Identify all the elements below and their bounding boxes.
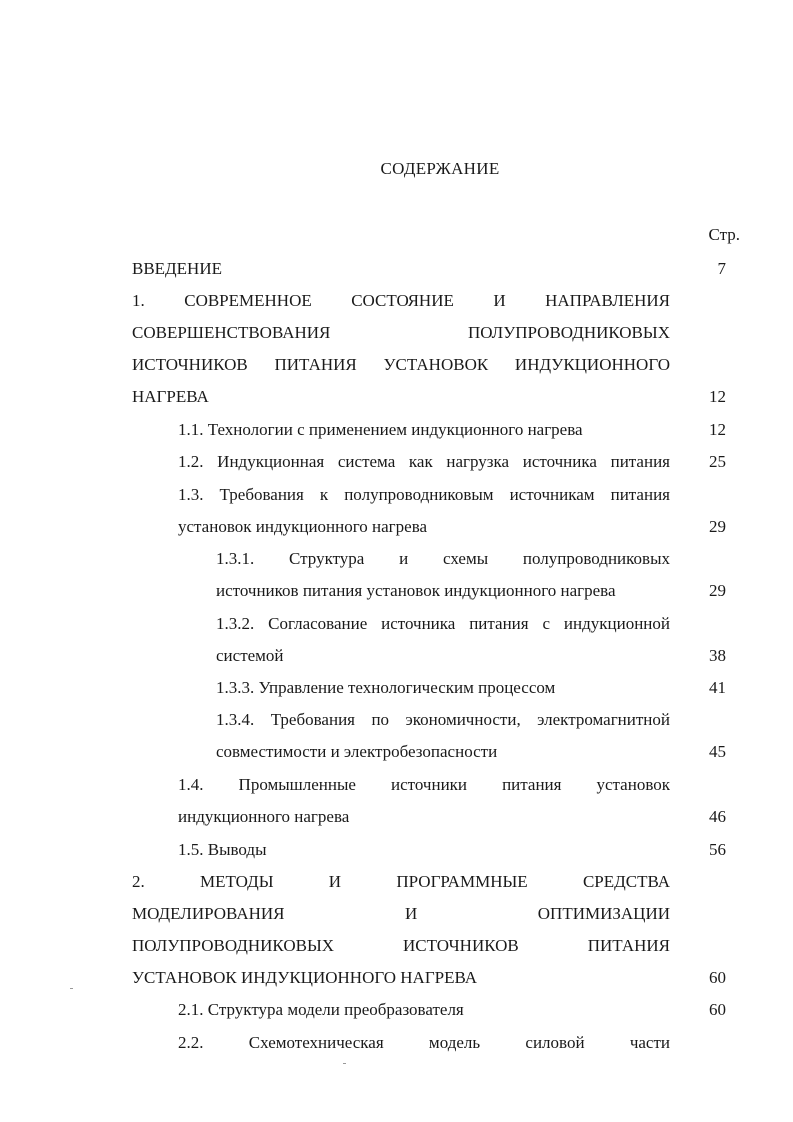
toc-entry-text-line: установок индукционного нагрева (178, 517, 428, 536)
toc-entry-page: 41 (709, 678, 726, 697)
toc-entry-text-line: ПОЛУПРОВОДНИКОВЫХ ИСТОЧНИКОВ ПИТАНИЯ (132, 936, 670, 955)
toc-entry-text-line: ИСТОЧНИКОВ ПИТАНИЯ УСТАНОВОК ИНДУКЦИОННОГО (132, 355, 670, 374)
toc-entry-page: 29 (709, 517, 726, 536)
toc-entry-text: 1.5. Выводы (178, 840, 267, 859)
toc-entry-text-line: МОДЕЛИРОВАНИЯ И ОПТИМИЗАЦИИ (132, 904, 670, 923)
toc-entry-page: 45 (709, 742, 726, 761)
toc-entry-text-line: совместимости и электробезопасности (216, 742, 498, 761)
toc-title: СОДЕРЖАНИЕ (380, 159, 500, 178)
toc-entry-text: ВВЕДЕНИЕ (132, 259, 222, 278)
scan-artifact (70, 988, 73, 989)
toc-entry-text: 1.1. Технологии с применением индукционного нагрева (178, 420, 583, 439)
toc-entry-text: 1.3.3. Управление технологическим процессом (216, 678, 556, 697)
toc-entry-text-line: 1.4. Промышленные источники питания установок (178, 775, 670, 794)
toc-entry-page: 38 (709, 646, 726, 665)
toc-entry-text-line: 1.3. Требования к полупроводниковым источникам питания (178, 485, 670, 504)
toc-entry-page: 29 (709, 581, 726, 600)
toc-entry-text-line: 1.3.4. Требования по экономичности, электромагнитной (216, 710, 670, 729)
toc-entry-page: 46 (709, 807, 726, 826)
toc-entry-1-1[interactable] (178, 419, 670, 441)
toc-entry-introduction[interactable] (132, 258, 670, 280)
toc-entry-text: 2.1. Структура модели преобразователя (178, 1000, 464, 1019)
page-column-label: Стр. (708, 225, 740, 244)
toc-entry-text-line: источников питания установок индукционного нагрева (216, 581, 616, 600)
toc-entry-page: 7 (717, 259, 726, 278)
toc-entry-text-line: 1. СОВРЕМЕННОЕ СОСТОЯНИЕ И НАПРАВЛЕНИЯ (132, 291, 670, 310)
toc-entry-text-line: УСТАНОВОК ИНДУКЦИОННОГО НАГРЕВА (132, 968, 478, 987)
toc-entry-1-5[interactable] (178, 839, 670, 861)
scan-artifact (343, 1063, 346, 1064)
toc-entry-text-line: 1.3.1. Структура и схемы полупроводниковых (216, 549, 670, 568)
toc-entry-page: 60 (709, 1000, 726, 1019)
toc-entry-page: 12 (709, 387, 726, 406)
toc-entry-page: 25 (709, 452, 726, 471)
toc-entry-2-1[interactable] (178, 999, 670, 1021)
toc-entry-text-line: системой (216, 646, 284, 665)
toc-entry-text-line: 2. МЕТОДЫ И ПРОГРАММНЫЕ СРЕДСТВА (132, 872, 670, 891)
toc-entry-text-line: СОВЕРШЕНСТВОВАНИЯ ПОЛУПРОВОДНИКОВЫХ (132, 323, 670, 342)
toc-entry-text-line: 1.3.2. Согласование источника питания с индукционной (216, 614, 670, 633)
toc-entry-1-3-3[interactable] (216, 677, 670, 699)
toc-entry-page: 56 (709, 840, 726, 859)
toc-entry-page: 60 (709, 968, 726, 987)
toc-entry-1-2[interactable]: 1.2. Индукционная система как нагрузка источника питания (178, 452, 670, 471)
toc-entry-page: 12 (709, 420, 726, 439)
toc-entry-text-line: НАГРЕВА (132, 387, 209, 406)
toc-entry-text-line: индукционного нагрева (178, 807, 350, 826)
toc-entry-2-2[interactable]: 2.2. Схемотехническая модель силовой части (178, 1033, 670, 1052)
